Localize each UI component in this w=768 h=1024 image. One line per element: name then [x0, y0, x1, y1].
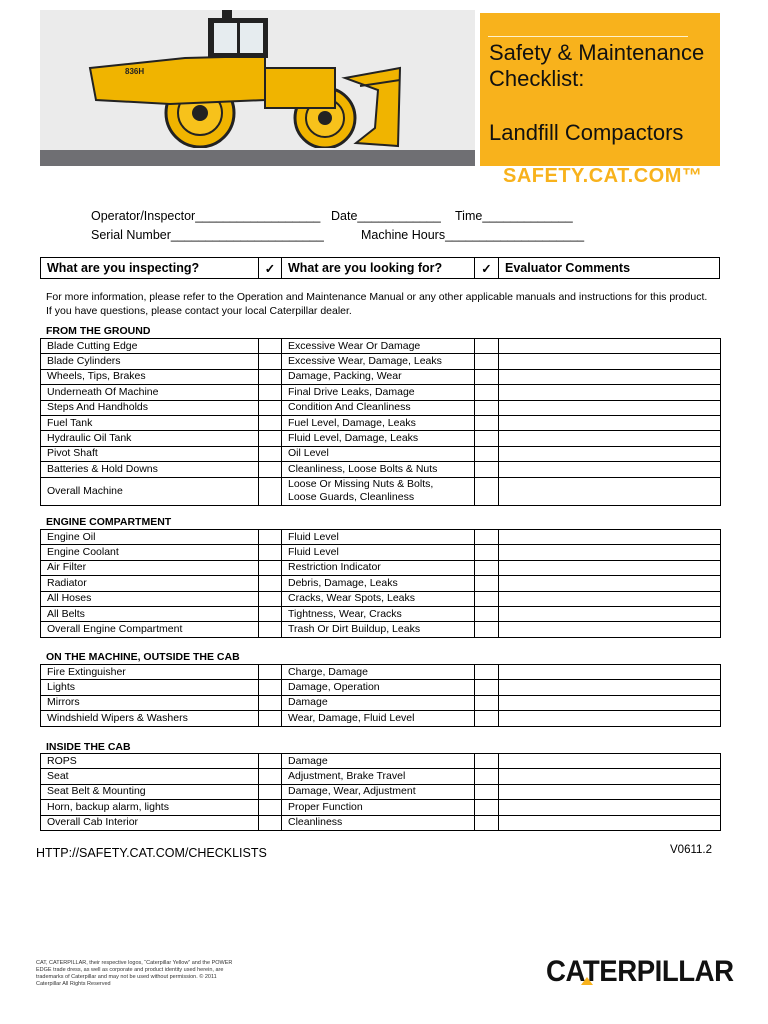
- inspect-item: Lights: [41, 680, 259, 695]
- look-for-item: Proper Function: [282, 800, 475, 815]
- checkbox-cell[interactable]: [475, 576, 499, 591]
- comment-cell[interactable]: [499, 591, 721, 606]
- checkbox-cell[interactable]: [259, 400, 282, 415]
- comment-cell[interactable]: [499, 545, 721, 560]
- look-for-item: Fluid Level: [282, 545, 475, 560]
- look-for-item: Final Drive Leaks, Damage: [282, 385, 475, 400]
- look-for-item: Fluid Level: [282, 530, 475, 545]
- section-title-ground: FROM THE GROUND: [46, 325, 151, 337]
- look-for-item: Restriction Indicator: [282, 560, 475, 575]
- inspect-item: ROPS: [41, 754, 259, 769]
- look-for-item: [282, 477, 475, 505]
- comment-cell[interactable]: [499, 400, 721, 415]
- checkbox-cell[interactable]: [259, 545, 282, 560]
- inspect-item: Pivot Shaft: [41, 446, 259, 461]
- comment-cell[interactable]: [499, 530, 721, 545]
- table-row: [41, 385, 721, 400]
- look-for-item: Adjustment, Brake Travel: [282, 769, 475, 784]
- comment-cell[interactable]: [499, 754, 721, 769]
- checkbox-cell[interactable]: [475, 530, 499, 545]
- look-for-item: Cleanliness, Loose Bolts & Nuts: [282, 462, 475, 477]
- inspect-item: Overall Machine: [41, 477, 259, 505]
- checkbox-cell[interactable]: [259, 665, 282, 680]
- table-row: [41, 369, 721, 384]
- table-cab: [40, 753, 721, 831]
- look-for-item: Debris, Damage, Leaks: [282, 576, 475, 591]
- inspect-item: Engine Coolant: [41, 545, 259, 560]
- logo-triangle-icon: [581, 977, 593, 985]
- inspect-item: Underneath Of Machine: [41, 385, 259, 400]
- safety-url: SAFETY.CAT.COM™: [503, 165, 703, 187]
- inspect-item: Batteries & Hold Downs: [41, 462, 259, 477]
- header-check-2: ✓: [475, 258, 499, 278]
- checkbox-cell[interactable]: [475, 385, 499, 400]
- table-row: [41, 784, 721, 799]
- engine-body: [90, 56, 265, 104]
- table-row: [41, 665, 721, 680]
- version-label: V0611.2: [670, 844, 712, 856]
- checkbox-cell[interactable]: [259, 369, 282, 384]
- look-for-item: Damage, Operation: [282, 680, 475, 695]
- info-note: For more information, please refer to the Operation and Maintenance Manual or any other applicable manuals and instructions for this product. If you have questions, please contact your local Caterpillar dealer.: [46, 291, 708, 317]
- table-row: [41, 431, 721, 446]
- table-row: [41, 530, 721, 545]
- checkbox-cell[interactable]: [475, 680, 499, 695]
- inspect-item: Mirrors: [41, 695, 259, 710]
- checkbox-cell[interactable]: [259, 431, 282, 446]
- page-title: Landfill Compactors: [489, 120, 684, 145]
- checkbox-cell[interactable]: [259, 784, 282, 799]
- checkbox-cell[interactable]: [475, 339, 499, 354]
- checkbox-cell[interactable]: [475, 769, 499, 784]
- table-row: [41, 800, 721, 815]
- inspect-item: Hydraulic Oil Tank: [41, 431, 259, 446]
- checkbox-cell[interactable]: [475, 431, 499, 446]
- inspect-item: All Hoses: [41, 591, 259, 606]
- header-check-1: ✓: [259, 258, 282, 278]
- comment-cell[interactable]: [499, 815, 721, 830]
- checkbox-cell[interactable]: [259, 339, 282, 354]
- serial-field[interactable]: Serial Number______________________: [91, 228, 324, 242]
- checkbox-cell[interactable]: [475, 545, 499, 560]
- section-title-outside: ON THE MACHINE, OUTSIDE THE CAB: [46, 651, 240, 663]
- comment-cell[interactable]: [499, 622, 721, 637]
- inspect-item: Windshield Wipers & Washers: [41, 711, 259, 726]
- checkbox-cell[interactable]: [259, 754, 282, 769]
- checkbox-cell[interactable]: [475, 622, 499, 637]
- table-row: [41, 446, 721, 461]
- look-for-line: Loose Or Missing Nuts & Bolts,: [288, 478, 434, 491]
- checkbox-cell[interactable]: [475, 369, 499, 384]
- table-row: [41, 462, 721, 477]
- title-line2: Checklist:: [489, 66, 585, 91]
- comment-cell[interactable]: [499, 431, 721, 446]
- table-row: [41, 560, 721, 575]
- look-for-item: Excessive Wear, Damage, Leaks: [282, 354, 475, 369]
- table-row: [41, 606, 721, 621]
- inspect-item: Blade Cutting Edge: [41, 339, 259, 354]
- inspect-item: Steps And Handholds: [41, 400, 259, 415]
- checkbox-cell[interactable]: [259, 462, 282, 477]
- operator-field[interactable]: Operator/Inspector__________________: [91, 209, 321, 223]
- comment-cell[interactable]: [499, 665, 721, 680]
- table-row: [41, 545, 721, 560]
- comment-cell[interactable]: [499, 800, 721, 815]
- checkbox-cell[interactable]: [259, 711, 282, 726]
- table-ground: [40, 338, 721, 506]
- title-block: [489, 40, 704, 92]
- look-for-item: Condition And Cleanliness: [282, 400, 475, 415]
- checkbox-cell[interactable]: [475, 711, 499, 726]
- comment-cell[interactable]: [499, 606, 721, 621]
- comment-cell[interactable]: [499, 415, 721, 430]
- look-for-item: Cracks, Wear Spots, Leaks: [282, 591, 475, 606]
- checkbox-cell[interactable]: [475, 754, 499, 769]
- comment-cell[interactable]: [499, 339, 721, 354]
- look-for-line: Loose Guards, Cleanliness: [288, 491, 415, 504]
- compactor-illustration: [60, 8, 410, 148]
- comment-cell[interactable]: [499, 711, 721, 726]
- look-for-item: Charge, Damage: [282, 665, 475, 680]
- checkbox-cell[interactable]: [259, 530, 282, 545]
- table-row: [41, 576, 721, 591]
- look-for-item: Fuel Level, Damage, Leaks: [282, 415, 475, 430]
- column-header: [40, 257, 720, 279]
- table-row: [41, 477, 721, 505]
- checkbox-cell[interactable]: [475, 784, 499, 799]
- look-for-item: Cleanliness: [282, 815, 475, 830]
- comment-cell[interactable]: [499, 784, 721, 799]
- inspect-item: Seat Belt & Mounting: [41, 784, 259, 799]
- look-for-item: Damage, Wear, Adjustment: [282, 784, 475, 799]
- inspect-item: All Belts: [41, 606, 259, 621]
- checkbox-cell[interactable]: [259, 415, 282, 430]
- hours-field[interactable]: Machine Hours____________________: [361, 228, 585, 242]
- table-outside: [40, 664, 721, 727]
- checkbox-cell[interactable]: [475, 560, 499, 575]
- table-row: [41, 354, 721, 369]
- checkbox-cell[interactable]: [475, 354, 499, 369]
- checkbox-cell[interactable]: [475, 800, 499, 815]
- checkbox-cell[interactable]: [475, 591, 499, 606]
- checkbox-cell[interactable]: [259, 354, 282, 369]
- look-for-item: Trash Or Dirt Buildup, Leaks: [282, 622, 475, 637]
- inspect-item: Fire Extinguisher: [41, 665, 259, 680]
- time-field[interactable]: Time_____________: [455, 209, 573, 223]
- date-field[interactable]: Date____________: [331, 209, 441, 223]
- comment-cell[interactable]: [499, 560, 721, 575]
- checkbox-cell[interactable]: [259, 680, 282, 695]
- machine-badge: 836H: [125, 67, 145, 76]
- table-row: [41, 415, 721, 430]
- inspect-item: Radiator: [41, 576, 259, 591]
- checkbox-cell[interactable]: [259, 695, 282, 710]
- table-row: [41, 754, 721, 769]
- checkbox-cell[interactable]: [259, 560, 282, 575]
- title-rule: [488, 36, 688, 37]
- section-title-engine: ENGINE COMPARTMENT: [46, 516, 172, 528]
- front-frame: [265, 68, 335, 108]
- section-title-cab: INSIDE THE CAB: [46, 741, 131, 753]
- comment-cell[interactable]: [499, 446, 721, 461]
- table-row: [41, 695, 721, 710]
- checkbox-cell[interactable]: [475, 462, 499, 477]
- checkbox-cell[interactable]: [259, 446, 282, 461]
- caterpillar-logo: CATERPILLAR: [546, 955, 734, 988]
- look-for-item: Damage: [282, 695, 475, 710]
- inspect-item: Overall Engine Compartment: [41, 622, 259, 637]
- inspect-item: Fuel Tank: [41, 415, 259, 430]
- table-row: [41, 591, 721, 606]
- inspect-item: Blade Cylinders: [41, 354, 259, 369]
- title-line1: Safety & Maintenance: [489, 40, 705, 65]
- comment-cell[interactable]: [499, 695, 721, 710]
- checkbox-cell[interactable]: [475, 606, 499, 621]
- checkbox-cell[interactable]: [259, 576, 282, 591]
- comment-cell[interactable]: [499, 576, 721, 591]
- checkbox-cell[interactable]: [475, 446, 499, 461]
- checkbox-cell[interactable]: [475, 665, 499, 680]
- table-row: [41, 711, 721, 726]
- comment-cell[interactable]: [499, 769, 721, 784]
- table-row: [41, 815, 721, 830]
- hero-bar: [40, 150, 475, 166]
- inspect-item: Air Filter: [41, 560, 259, 575]
- checkbox-cell[interactable]: [259, 622, 282, 637]
- checkbox-cell[interactable]: [475, 400, 499, 415]
- table-row: [41, 769, 721, 784]
- look-for-item: Tightness, Wear, Cracks: [282, 606, 475, 621]
- table-row: [41, 339, 721, 354]
- checkbox-cell[interactable]: [259, 606, 282, 621]
- comment-cell[interactable]: [499, 385, 721, 400]
- look-for-item: Oil Level: [282, 446, 475, 461]
- table-engine: [40, 529, 721, 638]
- comment-cell[interactable]: [499, 354, 721, 369]
- checkbox-cell[interactable]: [475, 415, 499, 430]
- table-row: [41, 680, 721, 695]
- checkbox-cell[interactable]: [259, 815, 282, 830]
- look-for-item: Excessive Wear Or Damage: [282, 339, 475, 354]
- comment-cell[interactable]: [499, 462, 721, 477]
- header-inspecting: What are you inspecting?: [41, 258, 259, 278]
- comment-cell[interactable]: [499, 477, 721, 505]
- table-row: [41, 400, 721, 415]
- look-for-item: Fluid Level, Damage, Leaks: [282, 431, 475, 446]
- checkbox-cell[interactable]: [259, 477, 282, 505]
- table-row: [41, 622, 721, 637]
- inspect-item: Engine Oil: [41, 530, 259, 545]
- inspect-item: Overall Cab Interior: [41, 815, 259, 830]
- inspect-item: Wheels, Tips, Brakes: [41, 369, 259, 384]
- legal-text: CAT, CATERPILLAR, their respective logos, “Caterpillar Yellow” and the POWER EDGE trade dress, as well as corporate and product identity used herein, are trademarks of Caterpillar and may not be used without permission. © 2011 Caterpillar All Rights Reserved: [36, 960, 233, 987]
- checkbox-cell[interactable]: [475, 477, 499, 505]
- header-comments: Evaluator Comments: [505, 261, 631, 275]
- look-for-item: Damage, Packing, Wear: [282, 369, 475, 384]
- checkbox-cell[interactable]: [259, 800, 282, 815]
- checkbox-cell[interactable]: [475, 815, 499, 830]
- checkbox-cell[interactable]: [259, 769, 282, 784]
- checkbox-cell[interactable]: [259, 591, 282, 606]
- comment-cell[interactable]: [499, 680, 721, 695]
- checkbox-cell[interactable]: [259, 385, 282, 400]
- inspect-item: Seat: [41, 769, 259, 784]
- look-for-item: Wear, Damage, Fluid Level: [282, 711, 475, 726]
- comment-cell[interactable]: [499, 369, 721, 384]
- footer-url[interactable]: HTTP://SAFETY.CAT.COM/CHECKLISTS: [36, 846, 267, 860]
- checkbox-cell[interactable]: [475, 695, 499, 710]
- look-for-item: Damage: [282, 754, 475, 769]
- header-looking: What are you looking for?: [282, 258, 475, 278]
- inspect-item: Horn, backup alarm, lights: [41, 800, 259, 815]
